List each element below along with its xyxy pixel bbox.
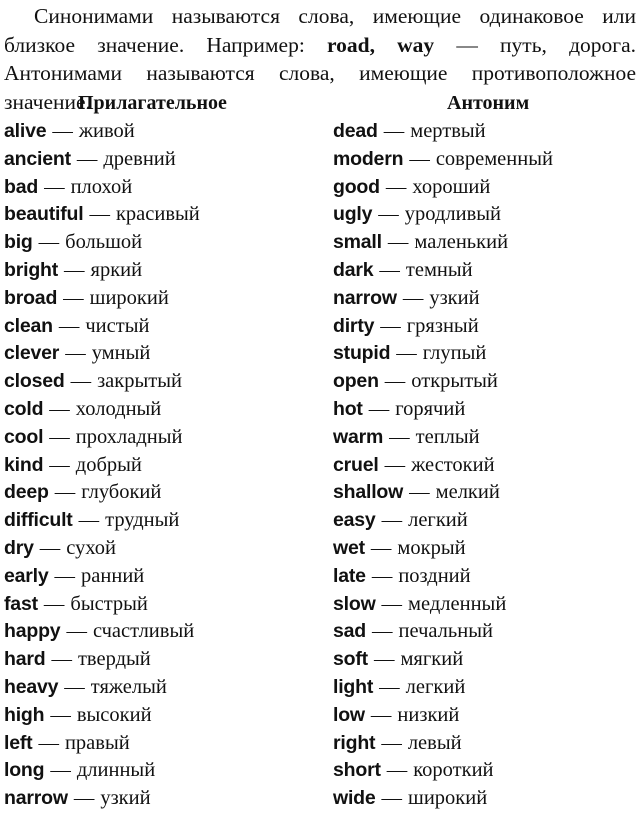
dash: —: [379, 258, 400, 281]
antonym-translation: поздний: [398, 564, 471, 587]
dash: —: [381, 731, 402, 754]
dash: —: [73, 787, 95, 810]
dash: —: [373, 648, 395, 671]
adjective-translation: глубокий: [81, 481, 162, 504]
dash: —: [38, 731, 59, 754]
antonym-row: [333, 507, 638, 535]
dash: —: [384, 453, 406, 476]
adjective-translation: счастливый: [92, 620, 195, 643]
adjective-word: narrow: [4, 787, 68, 810]
antonym-row: [333, 591, 638, 619]
dash: —: [387, 231, 409, 254]
dash: —: [372, 620, 393, 643]
adjective-row: [4, 257, 324, 285]
adjective-word: kind: [4, 453, 44, 476]
adjective-translation: закрытый: [97, 370, 182, 393]
dash: —: [370, 536, 392, 559]
antonym-word: stupid: [333, 342, 391, 365]
antonym-row: [333, 201, 638, 229]
antonym-row: [333, 618, 638, 646]
adjective-translation: твердый: [77, 648, 151, 671]
dash: —: [89, 203, 110, 226]
adjective-row: [4, 146, 324, 174]
antonym-word: cruel: [333, 453, 379, 476]
adjective-translation: древний: [103, 147, 176, 170]
antonym-word: wet: [333, 536, 365, 559]
adjective-translation: узкий: [100, 787, 151, 810]
antonym-word: soft: [333, 648, 368, 671]
dash: —: [64, 258, 85, 281]
adjective-row: [4, 340, 324, 368]
dash: —: [370, 703, 392, 726]
antonym-translation: грязный: [406, 314, 479, 337]
antonym-word: right: [333, 731, 376, 754]
dash: —: [54, 564, 76, 587]
adjective-translation: широкий: [89, 286, 169, 309]
adjective-translation: живой: [78, 120, 135, 142]
adjective-word: high: [4, 703, 45, 726]
antonym-row: [333, 674, 638, 702]
adjective-word: bad: [4, 175, 39, 198]
dash: —: [58, 314, 80, 337]
dash: —: [50, 703, 71, 726]
dash: —: [371, 564, 393, 587]
antonym-word: small: [333, 231, 382, 254]
antonym-row: [333, 257, 638, 285]
antonym-translation: теплый: [415, 425, 480, 448]
adjective-row: [4, 368, 324, 396]
adjective-translation: трудный: [105, 509, 180, 532]
antonym-row: [333, 757, 638, 785]
antonym-translation: открытый: [411, 370, 498, 393]
adjective-word: left: [4, 731, 33, 754]
antonym-word: dark: [333, 258, 374, 281]
adjective-translation: высокий: [76, 703, 152, 726]
dash: —: [381, 592, 403, 615]
adjective-row: [4, 674, 324, 702]
antonym-word: modern: [333, 147, 404, 170]
adjective-row: [4, 563, 324, 591]
antonym-row: [333, 702, 638, 730]
dash: —: [409, 147, 430, 170]
antonym-translation: хороший: [412, 175, 491, 198]
dash: —: [49, 397, 70, 420]
antonym-word: narrow: [333, 286, 397, 309]
adjective-column: [4, 118, 324, 813]
dash: —: [78, 509, 100, 532]
antonym-translation: мокрый: [397, 536, 466, 559]
adjective-word: difficult: [4, 509, 73, 532]
adjective-row: [4, 479, 324, 507]
adjective-word: long: [4, 759, 45, 782]
antonym-row: [333, 452, 638, 480]
antonym-row: [333, 285, 638, 313]
antonym-row: [333, 785, 638, 813]
antonym-word: light: [333, 675, 374, 698]
adjective-row: [4, 285, 324, 313]
adjective-word: bright: [4, 258, 59, 281]
antonym-translation: мертвый: [410, 120, 486, 142]
adjective-word: clever: [4, 342, 60, 365]
antonym-row: [333, 535, 638, 563]
adjective-row: [4, 396, 324, 424]
antonym-translation: глупый: [422, 342, 487, 365]
adjective-word: heavy: [4, 675, 59, 698]
adjective-row: [4, 118, 324, 146]
dash: —: [38, 231, 60, 254]
dash: —: [381, 787, 403, 810]
dash: —: [52, 120, 73, 142]
adjective-word: clean: [4, 314, 53, 337]
adjective-translation: ранний: [81, 564, 145, 587]
antonym-word: short: [333, 759, 381, 782]
adjective-row: [4, 618, 324, 646]
adjective-word: dry: [4, 536, 34, 559]
adjective-translation: тяжелый: [90, 675, 167, 698]
adjective-translation: быстрый: [70, 592, 148, 615]
dash: —: [381, 509, 403, 532]
antonym-word: shallow: [333, 481, 404, 504]
adjective-translation: яркий: [90, 258, 143, 281]
adjective-translation: холодный: [75, 397, 162, 420]
dash: —: [379, 675, 400, 698]
antonym-row: [333, 229, 638, 257]
dash: —: [402, 286, 424, 309]
antonym-translation: низкий: [397, 703, 460, 726]
antonym-row: [333, 313, 638, 341]
antonym-translation: маленький: [414, 231, 509, 254]
antonym-translation: мелкий: [435, 481, 500, 504]
adjective-word: broad: [4, 286, 58, 309]
dash: —: [389, 425, 410, 448]
dash: —: [380, 314, 401, 337]
antonym-word: sad: [333, 620, 367, 643]
antonym-translation: короткий: [413, 759, 494, 782]
dash: —: [43, 592, 65, 615]
dash: —: [54, 481, 76, 504]
antonym-row: [333, 146, 638, 174]
antonym-translation: уродливый: [404, 203, 502, 226]
adjective-row: [4, 535, 324, 563]
dash: —: [409, 481, 430, 504]
dash: —: [383, 120, 405, 142]
antonym-row: [333, 646, 638, 674]
dash: —: [50, 759, 71, 782]
antonym-translation: современный: [435, 147, 553, 170]
adjective-row: [4, 785, 324, 813]
adjective-row: [4, 702, 324, 730]
adjective-row: [4, 591, 324, 619]
dash: —: [51, 648, 72, 671]
adjective-word: happy: [4, 620, 61, 643]
antonym-translation: печальный: [398, 620, 493, 643]
antonym-word: late: [333, 564, 366, 587]
adjective-word: ancient: [4, 147, 71, 170]
dash: —: [66, 620, 87, 643]
intro-text-part1: Синонимами называются слова, имеющие одинаковое или близкое значение. Например:: [4, 4, 636, 57]
antonym-row: [333, 118, 638, 146]
adjective-translation: длинный: [76, 759, 156, 782]
adjective-word: deep: [4, 481, 49, 504]
dash: —: [63, 286, 84, 309]
adjective-translation: умный: [91, 342, 151, 365]
adjective-row: [4, 757, 324, 785]
dash: —: [44, 175, 65, 198]
adjective-row: [4, 730, 324, 758]
dash: —: [378, 203, 399, 226]
dash: —: [386, 759, 408, 782]
intro-example: road, way: [326, 32, 435, 57]
dash: —: [64, 675, 85, 698]
antonym-translation: левый: [407, 731, 462, 754]
adjective-translation: красивый: [115, 203, 200, 226]
antonym-word: warm: [333, 425, 384, 448]
adjective-row: [4, 201, 324, 229]
dash: —: [396, 342, 417, 365]
antonym-word: easy: [333, 509, 376, 532]
adjective-translation: чистый: [85, 314, 150, 337]
adjective-row: [4, 174, 324, 202]
antonym-translation: горячий: [395, 397, 466, 420]
adjective-translation: добрый: [75, 453, 142, 476]
antonym-row: [333, 174, 638, 202]
adjective-row: [4, 452, 324, 480]
antonym-row: [333, 340, 638, 368]
antonym-column: [333, 118, 638, 813]
adjective-word: cool: [4, 425, 44, 448]
antonym-row: [333, 563, 638, 591]
table-headers: [0, 92, 642, 120]
antonym-row: [333, 730, 638, 758]
antonym-word: dirty: [333, 314, 375, 337]
antonym-row: [333, 396, 638, 424]
adjective-translation: правый: [64, 731, 130, 754]
antonym-translation: темный: [405, 258, 473, 281]
antonym-word: good: [333, 175, 380, 198]
antonym-word: slow: [333, 592, 376, 615]
dash: —: [368, 397, 390, 420]
adjective-row: [4, 313, 324, 341]
antonym-word: dead: [333, 120, 378, 142]
antonym-word: hot: [333, 397, 363, 420]
antonym-row: [333, 368, 638, 396]
adjective-word: early: [4, 564, 49, 587]
antonym-word: open: [333, 370, 379, 393]
antonym-row: [333, 424, 638, 452]
antonym-translation: широкий: [408, 787, 488, 810]
antonym-translation: легкий: [405, 675, 466, 698]
dash: —: [70, 370, 92, 393]
adjective-row: [4, 424, 324, 452]
adjective-word: big: [4, 231, 33, 254]
header-antonym: Антоним: [447, 92, 530, 114]
adjective-word: cold: [4, 397, 44, 420]
antonym-word: ugly: [333, 203, 373, 226]
dash: —: [49, 453, 70, 476]
antonym-translation: жестокий: [411, 453, 495, 476]
adjective-row: [4, 646, 324, 674]
adjective-word: beautiful: [4, 203, 84, 226]
adjective-translation: большой: [65, 231, 143, 254]
dash: —: [39, 536, 61, 559]
antonym-word: wide: [333, 787, 376, 810]
adjective-translation: прохладный: [75, 425, 183, 448]
antonym-word: low: [333, 703, 365, 726]
dash: —: [49, 425, 70, 448]
dash: —: [384, 370, 406, 393]
dash: —: [65, 342, 86, 365]
adjective-row: [4, 229, 324, 257]
adjective-word: closed: [4, 370, 65, 393]
dash: —: [385, 175, 407, 198]
antonym-translation: медленный: [408, 592, 507, 615]
antonym-row: [333, 479, 638, 507]
adjective-row: [4, 507, 324, 535]
intro-text-part2: — путь, дорога. Антонимами называются слова, имеющие противоположное значение.: [4, 32, 636, 114]
header-adjective: Прилагательное: [78, 92, 227, 114]
adjective-word: alive: [4, 120, 47, 142]
antonym-translation: мягкий: [400, 648, 464, 671]
adjective-word: hard: [4, 648, 46, 671]
adjective-word: fast: [4, 592, 38, 615]
adjective-translation: сухой: [66, 536, 117, 559]
antonym-translation: легкий: [408, 509, 468, 532]
antonym-translation: узкий: [429, 286, 480, 309]
adjective-translation: плохой: [70, 175, 133, 198]
dash: —: [76, 147, 98, 170]
